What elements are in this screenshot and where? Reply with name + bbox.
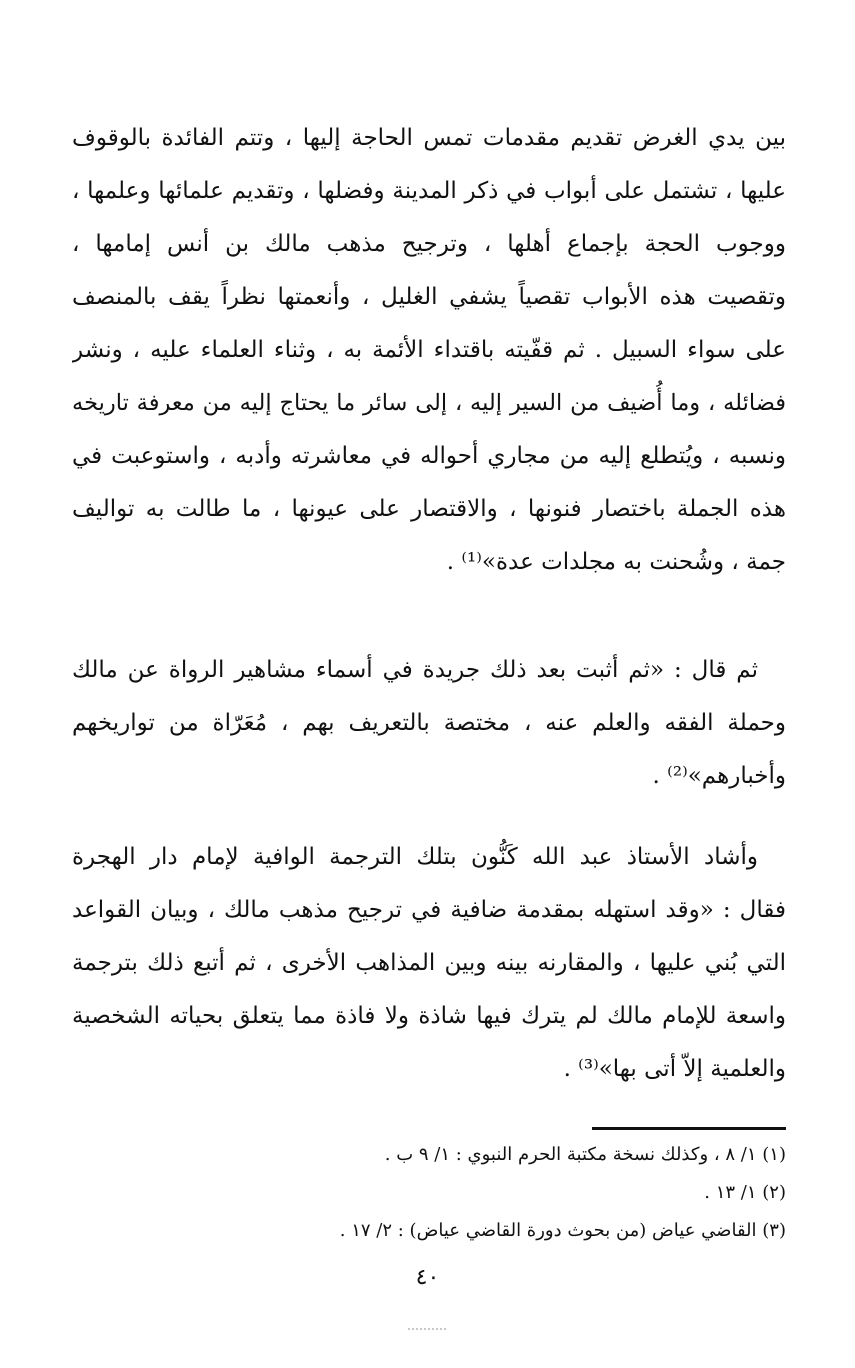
page-number: ٤٠	[415, 1265, 440, 1290]
text-line: والعلمية إلاّ أتى بها»⁽³⁾ .	[563, 1056, 786, 1082]
text-line: عليها ، تشتمل على أبواب في ذكر المدينة وفضلها ، وتقديم علمائها وعلمها ،	[72, 178, 786, 204]
paragraph-3	[72, 831, 786, 1096]
paragraph-2	[72, 644, 786, 803]
text-line: ووجوب الحجة بإجماع أهلها ، وترجيح مذهب مالك بن أنس إمامها ،	[72, 231, 786, 257]
footnotes	[72, 1136, 786, 1250]
text-line: جمة ، وشُحنت به مجلدات عدة»⁽¹⁾ .	[446, 549, 786, 575]
text-line: وتقصيت هذه الأبواب تقصياً يشفي الغليل ، وأنعمتها نظراً يقف بالمنصف	[72, 284, 786, 310]
footnote-3: (٣) القاضي عياض (من بحوث دورة القاضي عياض) : ٢/ ١٧ .	[339, 1220, 786, 1241]
paragraph-1	[72, 112, 786, 589]
text-line: ونسبه ، ويُتطلع إليه من مجاري أحواله في معاشرته وأدبه ، واستوعبت في	[72, 443, 786, 469]
text-line: فضائله ، وما أُضيف من السير إليه ، إلى سائر ما يحتاج إليه من معرفة تاريخه	[72, 390, 786, 416]
text-line: واسعة للإمام مالك لم يترك فيها شاذة ولا فاذة مما يتعلق بحياته الشخصية	[72, 1003, 786, 1029]
text-line: وأشاد الأستاذ عبد الله كَنُّون بتلك الترجمة الوافية لإمام دار الهجرة	[72, 844, 758, 870]
footnote-1: (١) ١/ ٨ ، وكذلك نسخة مكتبة الحرم النبوي : ١/ ٩ ب .	[384, 1144, 786, 1165]
text-line: ثم قال : «ثم أثبت بعد ذلك جريدة في أسماء مشاهير الرواة عن مالك	[72, 657, 758, 683]
text-line: فقال : «وقد استهله بمقدمة ضافية في ترجيح مذهب مالك ، وبيان القواعد	[72, 897, 786, 923]
text-line: وحملة الفقه والعلم عنه ، مختصة بالتعريف بهم ، مُعَرّاة من تواريخهم	[72, 710, 786, 736]
text-line: بين يدي الغرض تقديم مقدمات تمس الحاجة إليها ، وتتم الفائدة بالوقوف	[72, 125, 786, 151]
footnote-2: (٢) ١/ ١٣ .	[704, 1182, 786, 1203]
text-line: على سواء السبيل . ثم قفّيته باقتداء الأئمة به ، وثناء العلماء عليه ، ونشر	[72, 337, 786, 363]
text-line: وأخبارهم»⁽²⁾ .	[652, 763, 786, 789]
text-line: التي بُني عليها ، والمقارنه بينه وبين المذاهب الأخرى ، ثم أتبع ذلك بترجمة	[72, 950, 786, 976]
page-edge-mark	[408, 1328, 446, 1330]
text-line: هذه الجملة باختصار فنونها ، والاقتصار على عيونها ، ما طالت به تواليف	[72, 496, 786, 522]
footnote-divider	[592, 1127, 786, 1130]
